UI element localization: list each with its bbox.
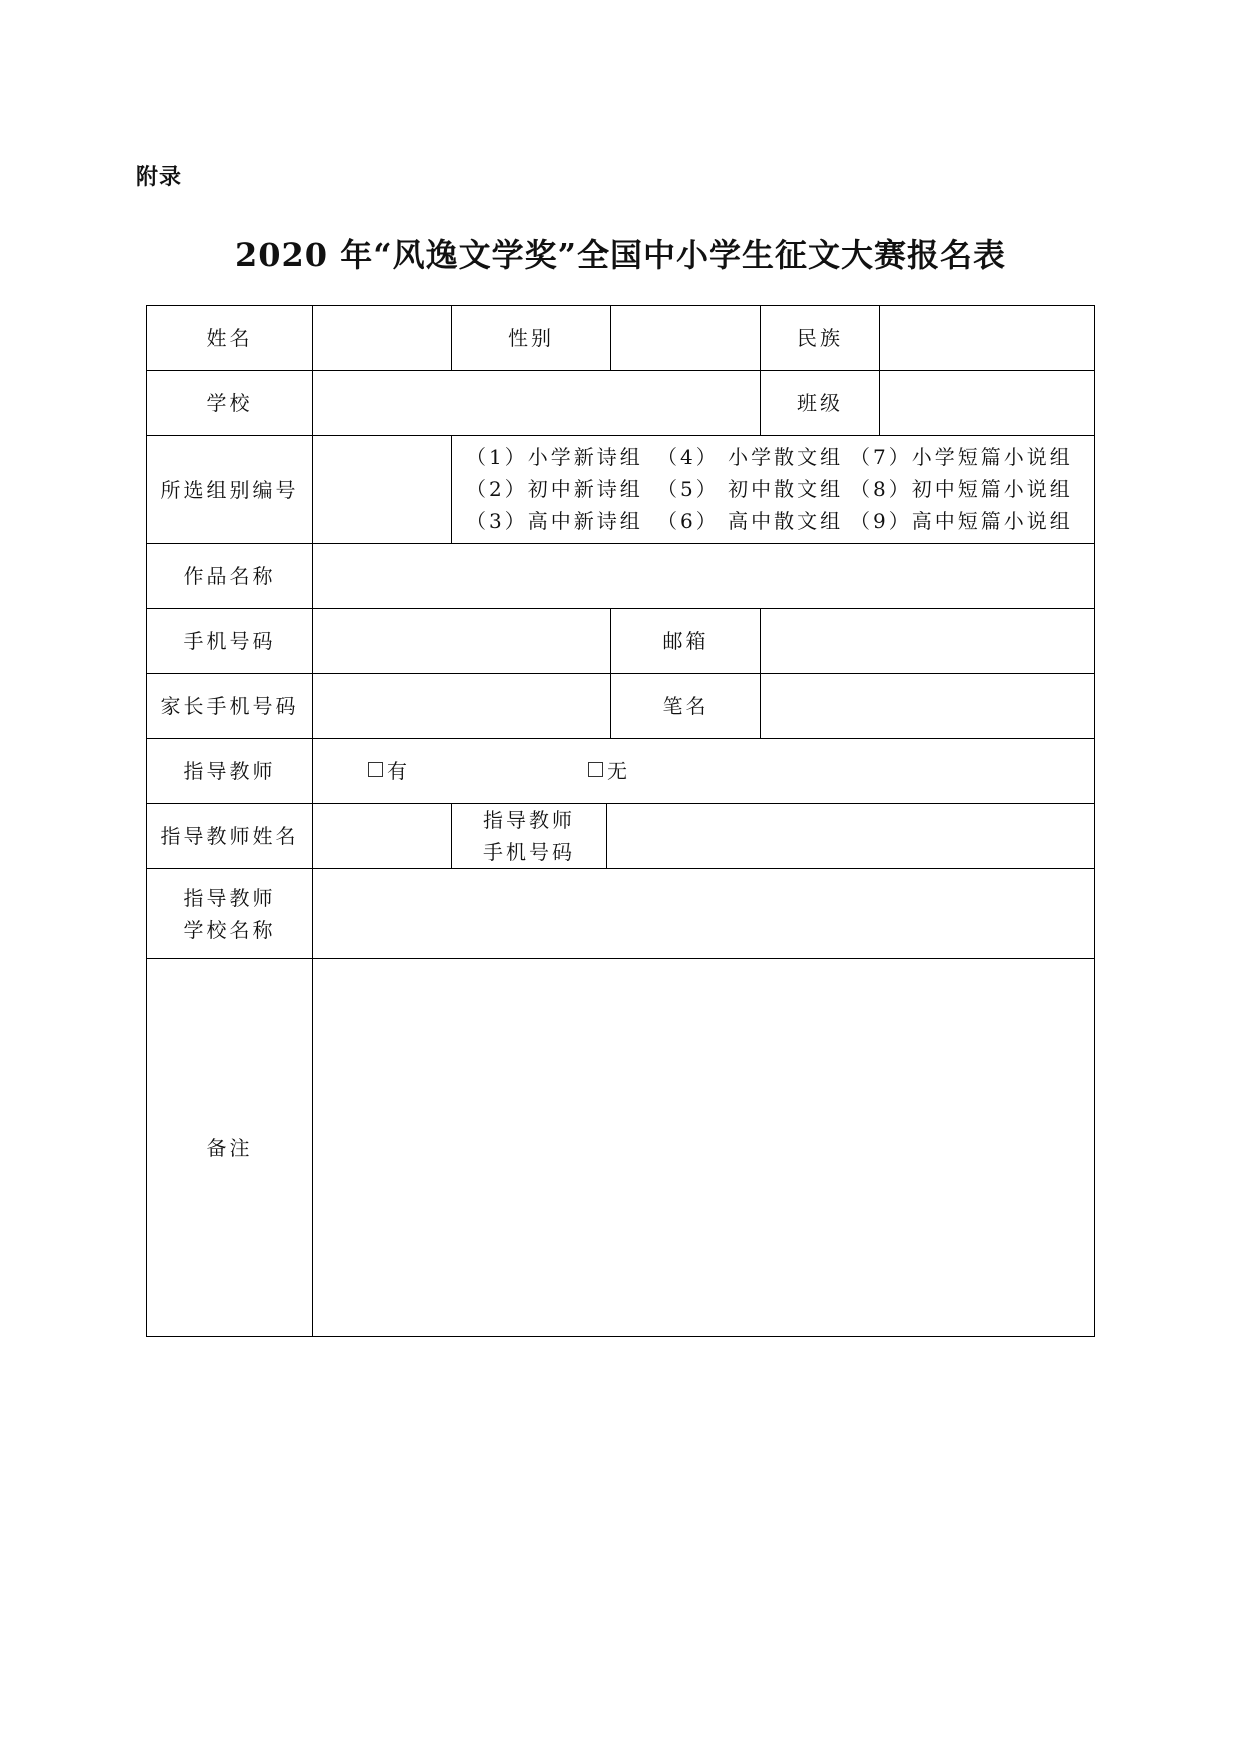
label-gender: 性别 bbox=[508, 326, 554, 350]
group-option: （9）高中短篇小说组 bbox=[850, 509, 1073, 533]
group-option: （3）高中新诗组 bbox=[466, 509, 643, 533]
label-name: 姓名 bbox=[206, 326, 253, 350]
label-group-code: 所选组别编号 bbox=[160, 477, 299, 502]
label-remarks: 备注 bbox=[206, 1135, 253, 1160]
label-advisor-phone bbox=[452, 804, 606, 868]
group-option: （8）初中短篇小说组 bbox=[850, 477, 1073, 501]
remarks-field[interactable] bbox=[314, 961, 1096, 1337]
group-option: （2）初中新诗组 bbox=[466, 477, 643, 501]
label-advisor-name: 指导教师姓名 bbox=[160, 824, 299, 848]
label-phone: 手机号码 bbox=[183, 629, 276, 653]
label-line: 指导教师 bbox=[183, 885, 276, 910]
checkbox-icon bbox=[588, 762, 603, 777]
label-line: 手机号码 bbox=[483, 840, 575, 864]
group-option: （1）小学新诗组 bbox=[466, 445, 643, 469]
advisor-yes-label: 有 bbox=[387, 759, 409, 783]
label-parent-phone: 家长手机号码 bbox=[160, 694, 299, 718]
col-divider bbox=[760, 608, 761, 738]
label-ethnicity: 民族 bbox=[797, 326, 843, 350]
ethnicity-field[interactable] bbox=[881, 308, 1096, 370]
group-option: （7）小学短篇小说组 bbox=[850, 445, 1073, 469]
label-line: 学校名称 bbox=[183, 917, 276, 942]
label-pen-name: 笔名 bbox=[662, 694, 709, 718]
advisor-school-field[interactable] bbox=[314, 871, 1096, 958]
class-field[interactable] bbox=[881, 373, 1096, 435]
phone-field[interactable] bbox=[314, 611, 612, 673]
label-school: 学校 bbox=[206, 391, 253, 415]
label-advisor: 指导教师 bbox=[183, 759, 276, 783]
pen-name-field[interactable] bbox=[762, 676, 1096, 738]
name-field[interactable] bbox=[314, 308, 453, 370]
label-column-divider bbox=[312, 305, 313, 1337]
work-title-field[interactable] bbox=[314, 546, 1096, 608]
advisor-no-label: 无 bbox=[607, 759, 629, 783]
school-field[interactable] bbox=[314, 373, 762, 435]
label-class: 班级 bbox=[797, 391, 843, 415]
advisor-no-checkbox[interactable] bbox=[588, 755, 629, 784]
form-title: 2020 年“风逸文学奖”全国中小学生征文大赛报名表 bbox=[234, 236, 1007, 274]
email-field[interactable] bbox=[762, 611, 1096, 673]
col-divider bbox=[879, 370, 880, 435]
col-divider bbox=[606, 803, 607, 868]
group-option: （5） 初中散文组 bbox=[657, 477, 844, 501]
col-divider bbox=[610, 305, 611, 370]
advisor-yes-checkbox[interactable] bbox=[368, 755, 409, 784]
advisor-name-field[interactable] bbox=[314, 806, 453, 868]
label-work-title: 作品名称 bbox=[183, 564, 276, 588]
label-line: 指导教师 bbox=[483, 808, 575, 832]
group-option: （6） 高中散文组 bbox=[657, 509, 844, 533]
label-email: 邮箱 bbox=[662, 629, 709, 653]
label-advisor-school bbox=[147, 869, 312, 958]
advisor-phone-field[interactable] bbox=[608, 806, 1096, 868]
appendix-label: 附录 bbox=[136, 165, 183, 190]
parent-phone-field[interactable] bbox=[314, 676, 612, 738]
checkbox-icon bbox=[368, 762, 383, 777]
group-option: （4） 小学散文组 bbox=[657, 445, 844, 469]
group-code-field[interactable] bbox=[314, 438, 453, 543]
col-divider bbox=[879, 305, 880, 370]
gender-field[interactable] bbox=[612, 308, 762, 370]
